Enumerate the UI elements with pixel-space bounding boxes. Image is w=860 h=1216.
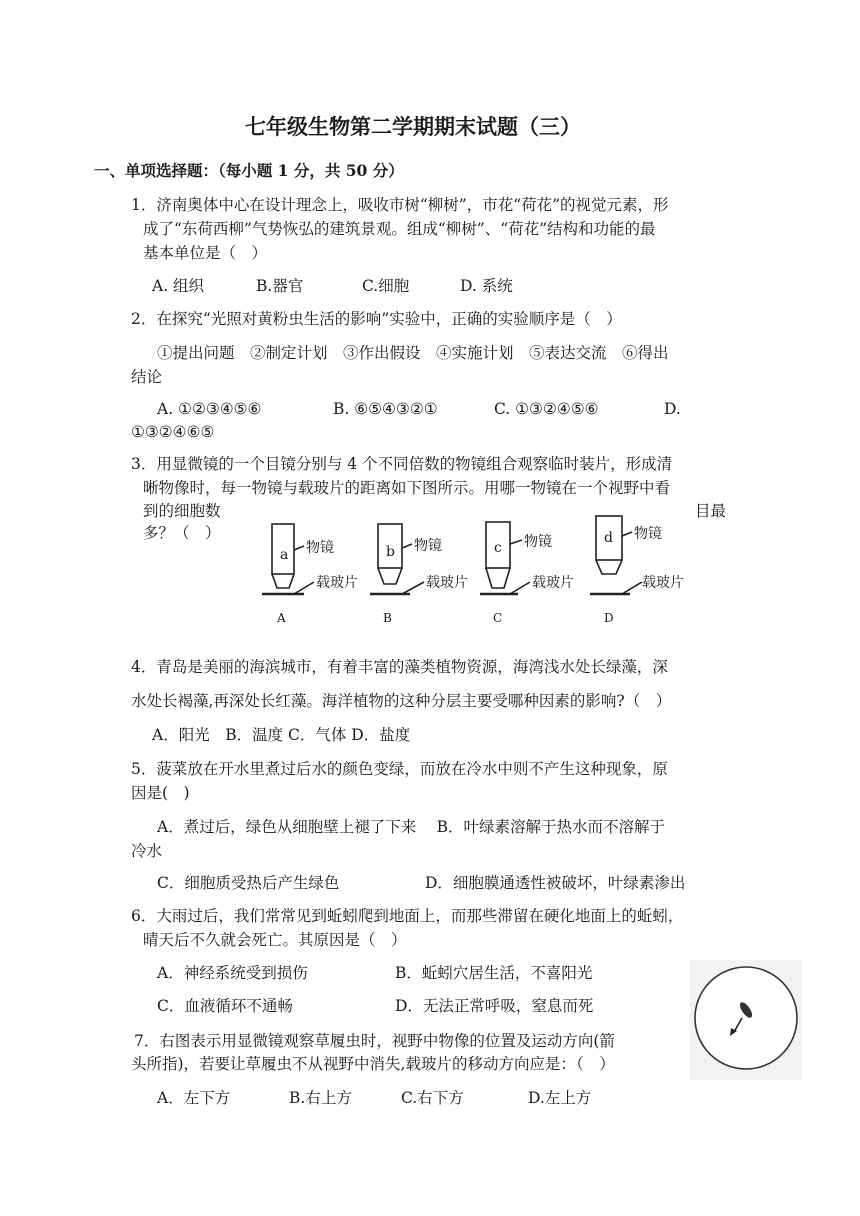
objective-d-tip (596, 560, 622, 574)
slide-d-pointer (622, 582, 642, 594)
field-of-view-circle (695, 967, 797, 1069)
objective-label-c: 物镜 (524, 534, 552, 550)
slide-label-d: 载玻片 (642, 575, 684, 591)
objective-a-tip (272, 574, 294, 588)
lens-letter-c: c (494, 540, 502, 556)
figure-caption-c: C (493, 611, 503, 625)
q7-option-a: A．左下方 (157, 1089, 231, 1107)
q1-option-b: B.器官 (256, 277, 304, 295)
objective-c-tip (486, 568, 510, 588)
slide-c-pointer (510, 582, 530, 594)
q1-line-2: 成了“东荷西柳”气势恢弘的建筑景观。组成“柳树”、“荷花”结构和功能的最 (143, 220, 656, 238)
objective-label-d: 物镜 (634, 526, 662, 542)
objective-b-tip (378, 568, 402, 584)
q2-line: 2．在探究“光照对黄粉虫生活的影响”实验中，正确的实验顺序是（ ） (131, 310, 622, 328)
q3-line-3-right: 目最 (695, 502, 727, 520)
section-heading: 一、单项选择题：（每小题 1 分，共 50 分） (94, 161, 404, 180)
q1-line-3: 基本单位是（ ） (143, 244, 268, 262)
q1-option-c: C.细胞 (362, 277, 410, 295)
lens-letter-b: b (386, 544, 395, 560)
q7-line-2: 头所指)，若要让草履虫不从视野中消失,载玻片的移动方向应是：（ ） (131, 1055, 615, 1073)
q2-option-b: B. ⑥⑤④③②① (333, 400, 438, 418)
q5-option-c: C．细胞质受热后产生绿色 (157, 874, 340, 892)
q7-option-b: B.右上方 (289, 1089, 352, 1107)
q5-options-line-1: A．煮过后，绿色从细胞壁上褪了下来 B．叶绿素溶解于热水而不溶解于 (157, 818, 666, 836)
q2-steps-line-2: 结论 (131, 368, 163, 386)
q6-option-a: A．神经系统受到损伤 (157, 964, 308, 982)
objective-label-a: 物镜 (306, 540, 334, 556)
objective-label-b: 物镜 (414, 538, 442, 554)
figure-caption-a: A (277, 611, 286, 625)
q6-option-c: C．血液循环不通畅 (157, 997, 293, 1015)
objective-a-pointer (294, 546, 304, 550)
lens-letter-a: a (280, 547, 289, 563)
q5-option-d: D．细胞膜通透性被破坏，叶绿素渗出 (425, 874, 686, 892)
q6-option-b: B．蚯蚓穴居生活，不喜阳光 (395, 964, 593, 982)
q2-option-d-cont: ①③②④⑥⑤ (131, 423, 215, 441)
q4-line-2: 水处长褐藻,再深处长红藻。海洋植物的这种分层主要受哪种因素的影响?（ ） (131, 692, 672, 710)
q3-line-4: 多？（ ） (143, 524, 221, 542)
q1-option-d: D. 系统 (460, 277, 513, 295)
q5-line-1: 5．菠菜放在开水里煮过后水的颜色变绿，而放在冷水中则不产生这种现象，原 (131, 760, 668, 778)
q7-option-c: C.右下方 (401, 1089, 464, 1107)
slide-label-a: 载玻片 (316, 575, 358, 591)
q6-line-2: 晴天后不久就会死亡。其原因是（ ） (143, 931, 407, 949)
field-of-view-figure (690, 960, 802, 1080)
q3-line-3: 到的细胞数 (143, 502, 221, 520)
objective-c-pointer (510, 540, 522, 544)
q4-line-1: 4．青岛是美丽的海滨城市，有着丰富的藻类植物资源，海湾浅水处长绿藻，深 (131, 658, 668, 676)
q2-option-c: C. ①③②④⑤⑥ (494, 400, 599, 418)
figure-caption-d: D (604, 611, 614, 625)
objective-b-pointer (402, 544, 412, 548)
page-title: 七年级生物第二学期期末试题（三） (245, 114, 581, 139)
lens-letter-d: d (604, 530, 613, 546)
q3-line-1: 3．用显微镜的一个目镜分别与 4 个不同倍数的物镜组合观察临时装片，形成清 (131, 455, 673, 473)
slide-label-b: 载玻片 (426, 575, 468, 591)
q2-steps-line-1: ①提出问题 ②制定计划 ③作出假设 ④实施计划 ⑤表达交流 ⑥得出 (157, 344, 669, 362)
q7-line-1: 7．右图表示用显微镜观察草履虫时，视野中物像的位置及运动方向(箭 (134, 1032, 615, 1050)
q2-option-d: D. (664, 400, 681, 418)
q1-option-a: A. 组织 (152, 277, 205, 295)
slide-label-c: 载玻片 (532, 575, 574, 591)
q6-line-1: 6．大雨过后，我们常常见到蚯蚓爬到地面上，而那些滞留在硬化地面上的蚯蚓， (131, 907, 684, 925)
q2-option-a: A. ①②③④⑤⑥ (157, 400, 262, 418)
objective-d-pointer (622, 532, 632, 536)
q5-line-2: 因是( ) (131, 784, 190, 802)
q4-options: A．阳光 B．温度 C．气体 D．盐度 (152, 726, 411, 744)
q7-option-d: D.左上方 (528, 1089, 592, 1107)
q6-option-d: D．无法正常呼吸，窒息而死 (395, 997, 594, 1015)
q1-line-1: 1．济南奥体中心在设计理念上，吸收市树“柳树”，市花“荷花”的视觉元素，形 (131, 196, 669, 214)
figure-caption-b: B (383, 611, 392, 625)
slide-a-pointer (294, 582, 314, 594)
slide-b-pointer (402, 582, 424, 594)
objective-c (480, 522, 530, 594)
q5-options-line-2: 冷水 (131, 842, 163, 860)
q3-line-2: 晰物像时，每一物镜与载玻片的距离如下图所示。用哪一物镜在一个视野中看 (143, 479, 671, 497)
